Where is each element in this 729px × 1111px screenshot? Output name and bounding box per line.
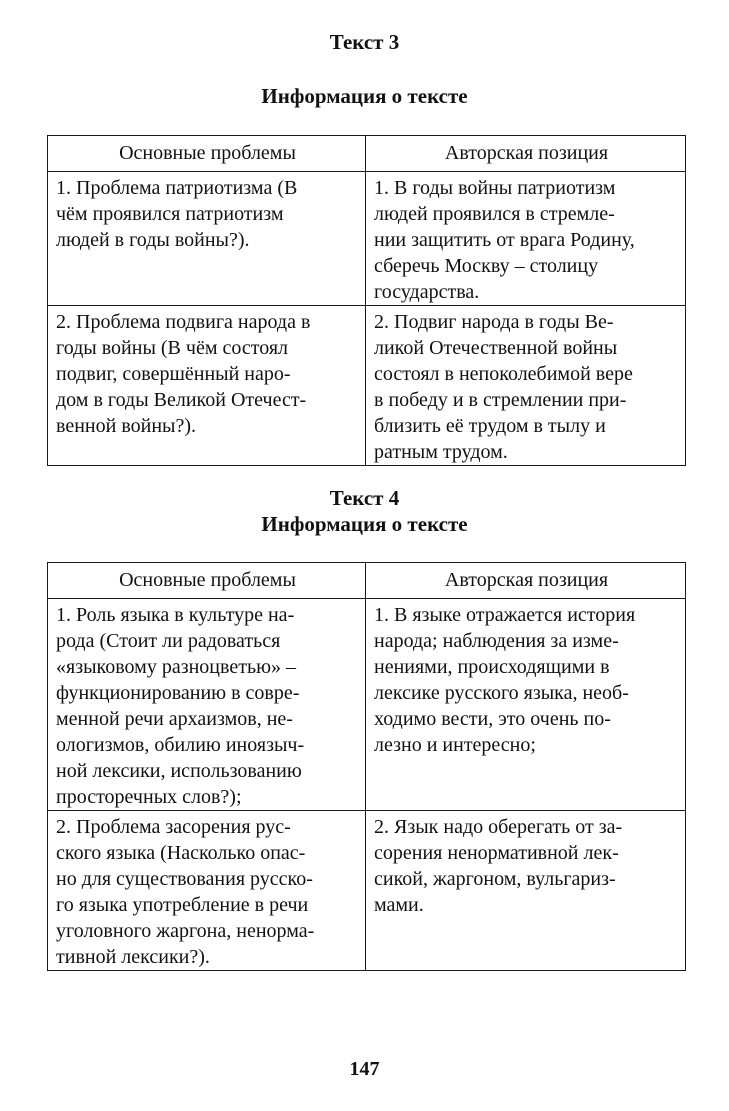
position-text: 2. Подвиг народа в годы Ве- ликой Отечественной войны состоял в непоколебимой вере в победу и в стремлении при- близить её трудом в тылу и ратным трудом. — [374, 311, 633, 463]
table-row — [48, 306, 686, 466]
text3-title: Текст 3 — [329, 30, 400, 54]
problem-text: 2. Проблема засорения рус- ского языка (Насколько опас- но для существования русско- го языка употребление в речи уголовного жаргона, ненорма- тивной лексики?). — [56, 816, 315, 968]
text3-subtitle: Информация о тексте — [261, 84, 468, 108]
position-text: 1. В годы войны патриотизм людей проявился в стремле- нии защитить от врага Родину, сберечь Москву – столицу государства. — [374, 177, 635, 303]
problem-cell — [48, 599, 366, 811]
header-main-problems: Основные проблемы — [48, 136, 366, 172]
problem-text: 2. Проблема подвига народа в годы войны (В чём состоял подвиг, совершённый наро- дом в годы Великой Отечест- венной войны?). — [56, 311, 311, 437]
text3-info-table — [47, 135, 686, 466]
table-row — [48, 172, 686, 306]
header-author-position: Авторская позиция — [366, 563, 686, 599]
position-cell — [366, 811, 686, 971]
position-text: 1. В языке отражается история народа; наблюдения за изме- нениями, происходящими в лексике русского языка, необ- ходимо вести, это очень по- лезно и интересно; — [374, 604, 636, 756]
text4-subtitle: Информация о тексте — [261, 512, 468, 536]
header-author-position: Авторская позиция — [366, 136, 686, 172]
table-header-row — [48, 136, 686, 172]
text4-title: Текст 4 — [329, 486, 400, 510]
position-text: 2. Язык надо оберегать от за- сорения ненормативной лек- сикой, жаргоном, вульгариз- мами. — [374, 816, 623, 916]
position-cell — [366, 172, 686, 306]
problem-cell — [48, 172, 366, 306]
table-row — [48, 811, 686, 971]
problem-text: 1. Роль языка в культуре на- рода (Стоит ли радоваться «языковому разноцветью» – функционированию в совре- менной речи архаизмов, не- ологизмов, обилию иноязыч- ной лексики, использованию просторечных слов?); — [56, 604, 305, 808]
position-cell — [366, 306, 686, 466]
problem-text: 1. Проблема патриотизма (В чём проявился патриотизм людей в годы войны?). — [56, 177, 298, 251]
problem-cell — [48, 306, 366, 466]
text4-info-table — [47, 562, 686, 971]
table-row — [48, 599, 686, 811]
table-header-row — [48, 563, 686, 599]
position-cell — [366, 599, 686, 811]
header-main-problems: Основные проблемы — [48, 563, 366, 599]
problem-cell — [48, 811, 366, 971]
page-number: 147 — [349, 1058, 380, 1080]
